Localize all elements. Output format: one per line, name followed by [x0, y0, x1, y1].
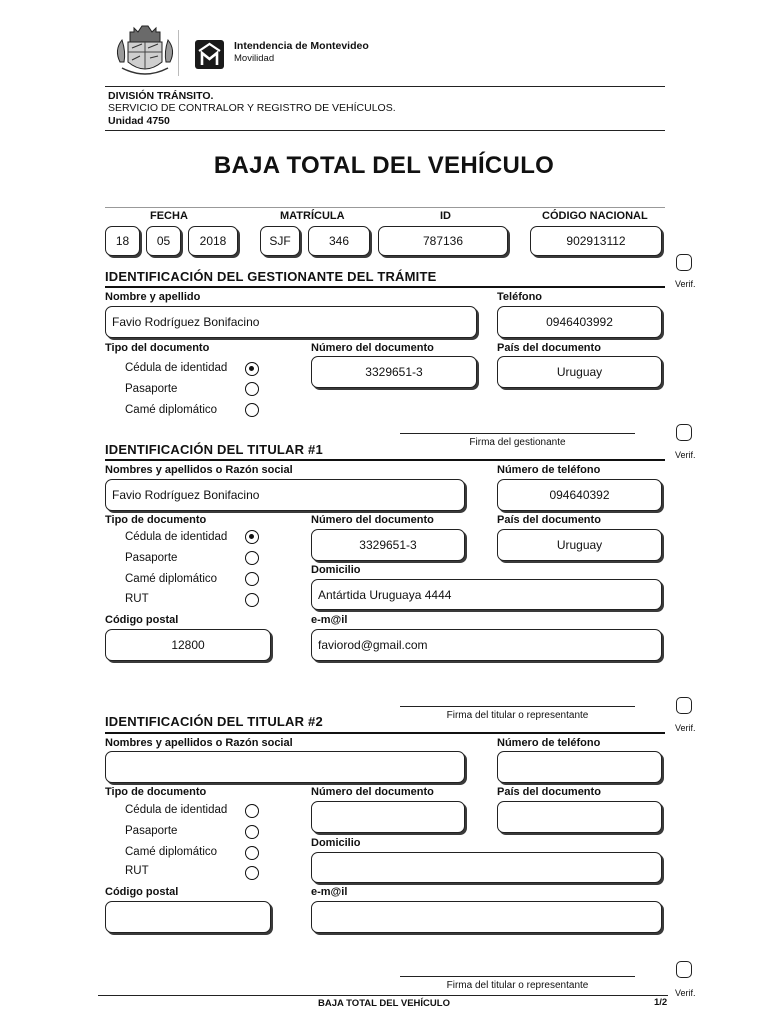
titular2-postal-label: Código postal	[105, 886, 179, 898]
fecha-month-field[interactable]: 05	[146, 226, 181, 256]
brand-logo-icon	[195, 40, 224, 69]
fecha-label: FECHA	[150, 210, 188, 222]
titular2-radio-rut[interactable]	[245, 866, 259, 880]
gestionante-radio-carne[interactable]	[245, 403, 259, 417]
titular2-radio-pasaporte[interactable]	[245, 825, 259, 839]
gestionante-doc-option-cedula: Cédula de identidad	[125, 362, 228, 374]
titular1-doc-number-label: Número del documento	[311, 514, 434, 526]
id-label: ID	[440, 210, 451, 222]
titular1-address-field[interactable]: Antártida Uruguaya 4444	[311, 579, 662, 610]
titular2-signature-label: Firma del titular o representante	[446, 980, 589, 991]
matricula-letters-field[interactable]: SJF	[260, 226, 300, 256]
verif-label: Verif.	[675, 723, 696, 733]
titular2-address-label: Domicilio	[311, 837, 361, 849]
titular1-phone-label: Número de teléfono	[497, 464, 601, 476]
titular2-email-field[interactable]	[311, 901, 662, 933]
gestionante-doc-option-carne: Camé diplomático	[125, 404, 218, 416]
gestionante-doc-number-label: Número del documento	[311, 342, 434, 354]
titular2-phone-label: Número de teléfono	[497, 737, 601, 749]
section-title-gestionante: IDENTIFICACIÓN DEL GESTIONANTE DEL TRÁMITE	[105, 269, 437, 284]
radio-selected-dot	[249, 366, 254, 371]
titular1-country-field[interactable]: Uruguay	[497, 529, 662, 561]
titular2-doc-type-label: Tipo de documento	[105, 786, 207, 798]
service-label: SERVICIO DE CONTRALOR Y REGISTRO DE VEHÍCULOS.	[108, 102, 396, 114]
titular1-phone-field[interactable]: 094640392	[497, 479, 662, 511]
titular2-country-field[interactable]	[497, 801, 662, 833]
page-title: BAJA TOTAL DEL VEHÍCULO	[213, 152, 555, 179]
radio-selected-dot	[249, 534, 254, 539]
titular1-address-label: Domicilio	[311, 564, 361, 576]
verif-checkbox-footer[interactable]	[676, 961, 692, 978]
titular2-postal-field[interactable]	[105, 901, 271, 933]
footer-page-number: 1/2	[654, 997, 668, 1008]
verif-label: Verif.	[675, 279, 696, 289]
gestionante-name-field[interactable]: Favio Rodríguez Bonifacino	[105, 306, 477, 338]
titular1-doc-option-cedula: Cédula de identidad	[125, 531, 228, 543]
matricula-label: MATRÍCULA	[280, 210, 345, 222]
titular1-radio-rut[interactable]	[245, 593, 259, 607]
titular2-email-label: e-m@il	[311, 886, 348, 898]
titular2-name-field[interactable]	[105, 751, 465, 783]
titular1-postal-label: Código postal	[105, 614, 179, 626]
titular2-radio-cedula[interactable]	[245, 804, 259, 818]
coat-of-arms-icon	[112, 22, 178, 80]
titular2-doc-option-cedula: Cédula de identidad	[125, 804, 228, 816]
section-title-titular2: IDENTIFICACIÓN DEL TITULAR #2	[105, 714, 323, 729]
gestionante-doc-option-pasaporte: Pasaporte	[125, 383, 178, 395]
fecha-day-field[interactable]: 18	[105, 226, 140, 256]
gestionante-country-label: País del documento	[497, 342, 601, 354]
division-label: DIVISIÓN TRÁNSITO.	[108, 90, 214, 102]
titular1-radio-carne[interactable]	[245, 572, 259, 586]
titular1-name-field[interactable]: Favio Rodríguez Bonifacino	[105, 479, 465, 511]
gestionante-radio-pasaporte[interactable]	[245, 382, 259, 396]
titular2-doc-option-carne: Camé diplomático	[125, 846, 218, 858]
gestionante-doc-number-field[interactable]: 3329651-3	[311, 356, 477, 388]
verif-label: Verif.	[675, 450, 696, 460]
gestionante-country-field[interactable]: Uruguay	[497, 356, 662, 388]
gestionante-doc-type-label: Tipo del documento	[105, 342, 210, 354]
gestionante-phone-label: Teléfono	[497, 291, 543, 303]
titular2-phone-field[interactable]	[497, 751, 662, 783]
titular2-doc-number-field[interactable]	[311, 801, 465, 833]
org-name: Intendencia de Montevideo	[234, 40, 369, 52]
titular2-doc-number-label: Número del documento	[311, 786, 434, 798]
gestionante-signature-label: Firma del gestionante	[469, 437, 566, 448]
titular1-doc-option-pasaporte: Pasaporte	[125, 552, 178, 564]
verif-checkbox-titular2[interactable]	[676, 697, 692, 714]
titular1-email-field[interactable]: faviorod@gmail.com	[311, 629, 662, 661]
titular1-doc-number-field[interactable]: 3329651-3	[311, 529, 465, 561]
gestionante-name-label: Nombre y apellido	[105, 291, 201, 303]
titular1-doc-option-carne: Camé diplomático	[125, 573, 218, 585]
verif-label: Verif.	[675, 988, 696, 998]
matricula-number-field[interactable]: 346	[308, 226, 370, 256]
titular2-radio-carne[interactable]	[245, 846, 259, 860]
titular1-postal-field[interactable]: 12800	[105, 629, 271, 661]
gestionante-phone-field[interactable]: 0946403992	[497, 306, 662, 338]
titular1-country-label: País del documento	[497, 514, 601, 526]
footer-title: BAJA TOTAL DEL VEHÍCULO	[318, 998, 450, 1009]
titular1-doc-type-label: Tipo de documento	[105, 514, 207, 526]
unit-label: Unidad 4750	[108, 115, 170, 127]
verif-checkbox-gestionante[interactable]	[676, 254, 692, 271]
gestionante-radio-cedula[interactable]	[245, 362, 259, 376]
verif-checkbox-titular1[interactable]	[676, 424, 692, 441]
codigo-nacional-field[interactable]: 902913112	[530, 226, 662, 256]
titular2-name-label: Nombres y apellidos o Razón social	[105, 737, 293, 749]
titular1-radio-pasaporte[interactable]	[245, 551, 259, 565]
titular2-country-label: País del documento	[497, 786, 601, 798]
titular2-address-field[interactable]	[311, 852, 662, 883]
titular2-doc-option-pasaporte: Pasaporte	[125, 825, 178, 837]
titular1-email-label: e-m@il	[311, 614, 348, 626]
titular1-doc-option-rut: RUT	[125, 593, 149, 605]
id-field[interactable]: 787136	[378, 226, 508, 256]
titular1-signature-label: Firma del titular o representante	[446, 710, 589, 721]
titular1-radio-cedula[interactable]	[245, 530, 259, 544]
org-subtitle: Movilidad	[234, 53, 275, 64]
fecha-year-field[interactable]: 2018	[188, 226, 238, 256]
codigo-nacional-label: CÓDIGO NACIONAL	[542, 210, 648, 222]
section-title-titular1: IDENTIFICACIÓN DEL TITULAR #1	[105, 442, 323, 457]
titular2-doc-option-rut: RUT	[125, 865, 149, 877]
titular1-name-label: Nombres y apellidos o Razón social	[105, 464, 293, 476]
